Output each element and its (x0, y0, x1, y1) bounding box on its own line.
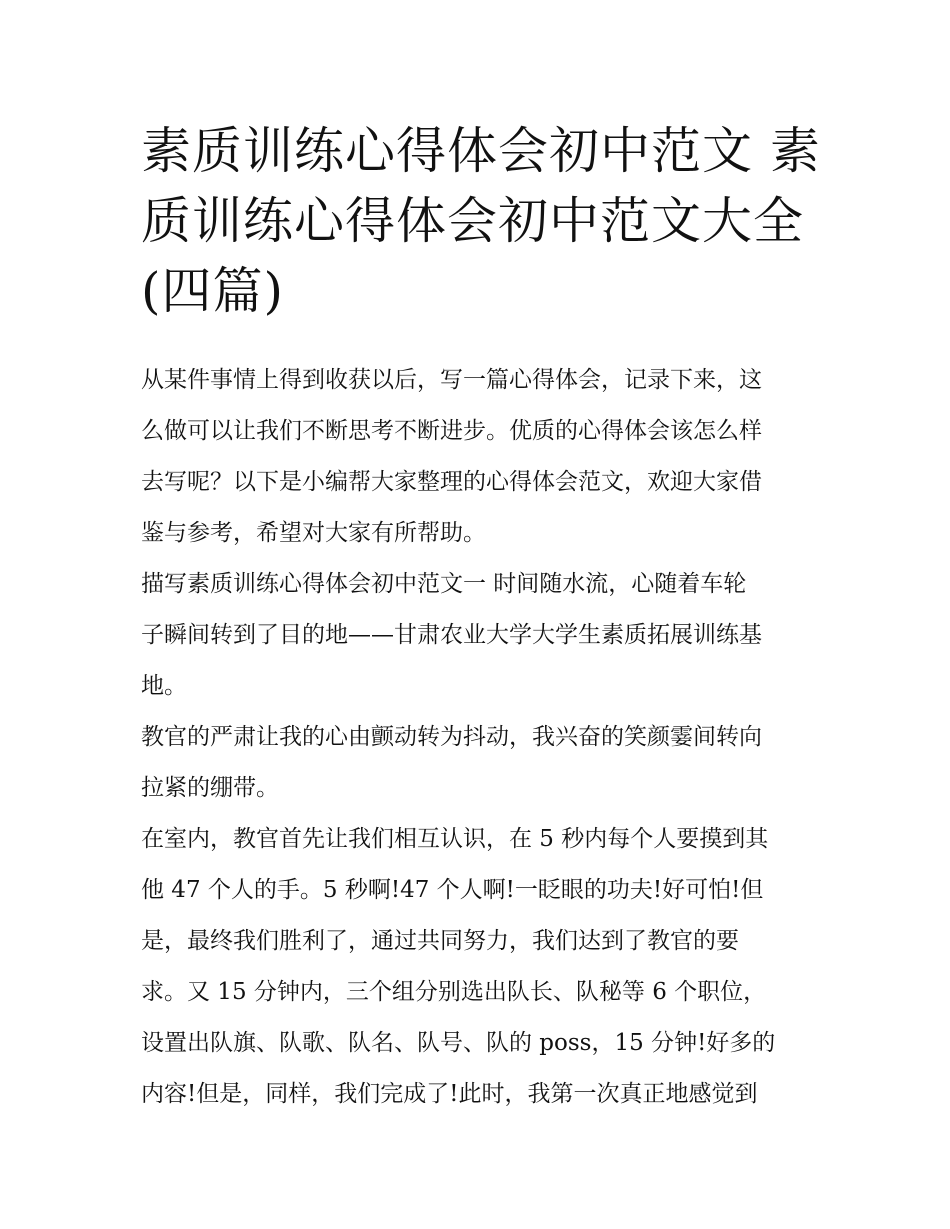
body-line: 从某件事情上得到收获以后，写一篇心得体会，记录下来，这 (141, 367, 762, 393)
body-line: 描写素质训练心得体会初中范文一 时间随水流，心随着车轮 (141, 571, 747, 597)
title-line: (四篇) (141, 262, 285, 320)
title-line: 质训练心得体会初中范文大全 (141, 192, 804, 250)
body-line: 是，最终我们胜利了，通过共同努力，我们达到了教官的要 (141, 928, 739, 954)
body-line: 教官的严肃让我的心由颤动转为抖动，我兴奋的笑颜霎间转向 (141, 724, 762, 750)
body-line: 设置出队旗、队歌、队名、队号、队的 poss，15 分钟!好多的 (141, 1030, 776, 1056)
body-line: 拉紧的绷带。 (141, 775, 279, 801)
body-line: 他 47 个人的手。5 秒啊!47 个人啊!一眨眼的功夫!好可怕!但 (141, 877, 764, 903)
document-body (141, 355, 821, 1120)
document-title (141, 116, 821, 326)
body-line: 么做可以让我们不断思考不断进步。优质的心得体会该怎么样 (141, 418, 762, 444)
body-line: 去写呢？以下是小编帮大家整理的心得体会范文，欢迎大家借 (141, 469, 762, 495)
title-line: 素质训练心得体会初中范文 素 (141, 122, 821, 180)
body-line: 子瞬间转到了目的地——甘肃农业大学大学生素质拓展训练基 (141, 622, 762, 648)
body-line: 求。又 15 分钟内，三个组分别选出队长、队秘等 6 个职位， (141, 979, 767, 1005)
body-line: 鉴与参考，希望对大家有所帮助。 (141, 520, 486, 546)
body-line: 在室内，教官首先让我们相互认识，在 5 秒内每个人要摸到其 (141, 826, 769, 852)
body-line: 内容!但是，同样，我们完成了!此时，我第一次真正地感觉到 (141, 1081, 758, 1107)
body-line: 地。 (141, 673, 187, 699)
